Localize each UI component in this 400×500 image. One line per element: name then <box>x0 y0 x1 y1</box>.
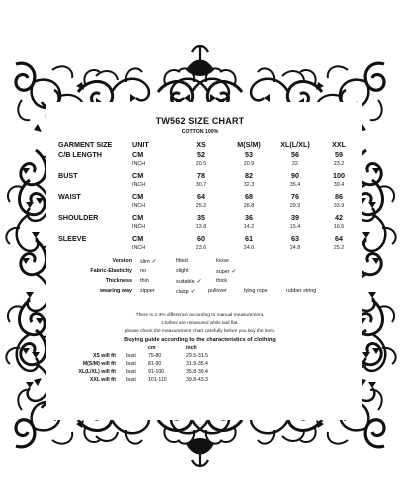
value-cell: 86 <box>335 192 343 201</box>
chart-title: TW562 SIZE CHART <box>155 116 245 126</box>
size-chart-header <box>58 140 358 150</box>
header-size-xxl: XXL <box>332 140 346 149</box>
value-cell: 53 <box>245 150 253 159</box>
measurement-label: SLEEVE <box>58 234 87 243</box>
header-garment-size: GARMENT SIZE <box>58 140 113 149</box>
attribute-label: Thickness <box>105 278 132 284</box>
value-cell: 22 <box>292 161 298 167</box>
unit-cell: CM <box>132 150 144 159</box>
body-part: bust <box>126 361 136 367</box>
option-text: no <box>140 268 146 274</box>
body-part: bust <box>126 377 136 383</box>
range-inch: 35.8-39.4 <box>186 369 208 375</box>
size-row-cm <box>58 171 358 181</box>
value-cell: 64 <box>335 234 343 243</box>
attribute-option <box>216 278 227 284</box>
value-cell: 20.5 <box>195 161 207 167</box>
header-size-xl: XL(L/XL) <box>280 140 310 149</box>
value-cell: 23.6 <box>195 245 207 251</box>
value-cell: 76 <box>291 192 299 201</box>
unit-cell: INCH <box>132 224 146 230</box>
buying-guide-table <box>60 345 340 385</box>
size-row-inch <box>58 181 358 190</box>
attribute-option <box>140 258 157 265</box>
value-cell: 35.4 <box>289 182 301 188</box>
option-text: rubber string <box>286 288 317 294</box>
body-part: bust <box>126 353 136 359</box>
attribute-label: Fabric-Elasticity <box>90 268 132 274</box>
attribute-label: wearing way <box>99 288 132 294</box>
fit-size-label: M(S/M) will fit <box>82 361 116 367</box>
unit-cell: INCH <box>132 203 146 209</box>
option-text: slim <box>140 259 150 265</box>
value-cell: 23.2 <box>333 161 345 167</box>
value-cell: 29.9 <box>289 203 301 209</box>
value-cell: 90 <box>291 171 299 180</box>
header-cm: cm <box>148 345 156 351</box>
value-cell: 68 <box>245 192 253 201</box>
value-cell: 56 <box>291 150 299 159</box>
attribute-option <box>208 288 227 294</box>
attribute-option <box>176 278 202 285</box>
value-cell: 42 <box>335 213 343 222</box>
fit-size-label: XS will fit <box>92 353 116 359</box>
attribute-row <box>48 258 368 268</box>
value-cell: 60 <box>197 234 205 243</box>
attribute-row <box>48 268 368 278</box>
size-chart-table <box>58 140 358 255</box>
range-cm: 101-110 <box>148 377 167 383</box>
value-cell: 13.8 <box>195 224 207 230</box>
value-cell: 30.7 <box>195 182 207 188</box>
option-text: tying rope <box>244 288 268 294</box>
value-cell: 15.4 <box>289 224 301 230</box>
value-cell: 14.2 <box>243 224 255 230</box>
value-cell: 52 <box>197 150 205 159</box>
attribute-row <box>48 278 368 288</box>
measurement-notes <box>0 312 400 336</box>
option-text: slight <box>176 268 189 274</box>
note-line: There is 2-3% difference according to manual measurement. <box>135 313 265 318</box>
value-cell: 39 <box>291 213 299 222</box>
value-cell: 20.9 <box>243 161 255 167</box>
header-size-xs: XS <box>196 140 206 149</box>
value-cell: 39.4 <box>333 182 345 188</box>
unit-cell: INCH <box>132 161 146 167</box>
unit-cell: CM <box>132 171 144 180</box>
range-cm: 75-80 <box>148 353 162 359</box>
attribute-option <box>216 268 237 275</box>
value-cell: 100 <box>333 171 345 180</box>
attribute-option <box>176 288 196 295</box>
option-text: thin <box>140 278 149 284</box>
fabric-composition: COTTON 100% <box>181 129 219 135</box>
header-unit: UNIT <box>132 140 149 149</box>
value-cell: 82 <box>245 171 253 180</box>
attribute-option <box>244 288 268 294</box>
range-cm: 91-100 <box>148 369 165 375</box>
unit-cell: INCH <box>132 182 146 188</box>
option-text: loose <box>216 258 229 264</box>
size-row-inch <box>58 244 358 253</box>
value-cell: 35 <box>197 213 205 222</box>
unit-cell: CM <box>132 213 144 222</box>
value-cell: 63 <box>291 234 299 243</box>
attribute-option <box>140 278 149 284</box>
unit-cell: INCH <box>132 245 146 251</box>
header-size-m: M(S/M) <box>237 140 261 149</box>
check-icon: ✓ <box>151 259 157 265</box>
attribute-option <box>140 288 155 294</box>
value-cell: 16.5 <box>333 224 345 230</box>
buying-guide-row <box>60 353 340 361</box>
buying-guide-row <box>60 361 340 369</box>
check-icon: ✓ <box>231 269 237 275</box>
size-row-cm <box>58 150 358 160</box>
fit-size-label: XXL will fit <box>89 377 116 383</box>
buying-guide-header <box>60 345 340 353</box>
fit-size-label: XL(L/XL) will fit <box>78 369 116 375</box>
unit-cell: CM <box>132 234 144 243</box>
measurement-label: BUST <box>58 171 78 180</box>
garment-attributes <box>48 258 368 298</box>
unit-cell: CM <box>132 192 144 201</box>
value-cell: 26.8 <box>243 203 255 209</box>
value-cell: 33.9 <box>333 203 345 209</box>
measurement-label: SHOULDER <box>58 213 99 222</box>
note-line: please check the measurement chart carefully before you buy the item. <box>124 329 276 334</box>
attribute-option <box>140 268 146 274</box>
value-cell: 61 <box>245 234 253 243</box>
option-text: suitable <box>176 279 195 285</box>
option-text: fitted <box>176 258 188 264</box>
buying-guide-title: Buying guide according to the characteristics of clothing <box>124 337 276 343</box>
attribute-option <box>216 258 229 264</box>
option-text: thick <box>216 278 228 284</box>
buying-guide-row <box>60 377 340 385</box>
option-text: super <box>216 269 230 275</box>
size-row-cm <box>58 234 358 244</box>
size-row-inch <box>58 223 358 232</box>
size-row-cm <box>58 213 358 223</box>
note-line: Clothes are measured while laid flat. <box>161 321 239 326</box>
value-cell: 24.8 <box>289 245 301 251</box>
range-inch: 29.5-31.5 <box>186 353 208 359</box>
attribute-option <box>176 268 189 274</box>
check-icon: ✓ <box>196 279 202 285</box>
value-cell: 36 <box>245 213 253 222</box>
header-inch: inch <box>186 345 197 351</box>
range-cm: 81-90 <box>148 361 162 367</box>
value-cell: 78 <box>197 171 205 180</box>
value-cell: 24.0 <box>243 245 255 251</box>
value-cell: 25.2 <box>195 203 207 209</box>
option-text: zipper <box>140 288 155 294</box>
measurement-label: C/B LENGTH <box>58 150 102 159</box>
attribute-row <box>48 288 368 298</box>
size-row-inch <box>58 202 358 211</box>
value-cell: 59 <box>335 150 343 159</box>
range-inch: 39.8-43.3 <box>186 377 208 383</box>
buying-guide-row <box>60 369 340 377</box>
attribute-option <box>286 288 316 294</box>
attribute-label: Version <box>112 258 132 264</box>
option-text: pullover <box>208 288 227 294</box>
value-cell: 32.3 <box>243 182 255 188</box>
range-inch: 31.9-35.4 <box>186 361 208 367</box>
body-part: bust <box>126 369 136 375</box>
value-cell: 64 <box>197 192 205 201</box>
attribute-option <box>176 258 188 264</box>
check-icon: ✓ <box>190 289 196 295</box>
option-text: clasp <box>176 289 189 295</box>
measurement-label: WAIST <box>58 192 81 201</box>
size-row-inch <box>58 160 358 169</box>
value-cell: 25.2 <box>333 245 345 251</box>
size-row-cm <box>58 192 358 202</box>
